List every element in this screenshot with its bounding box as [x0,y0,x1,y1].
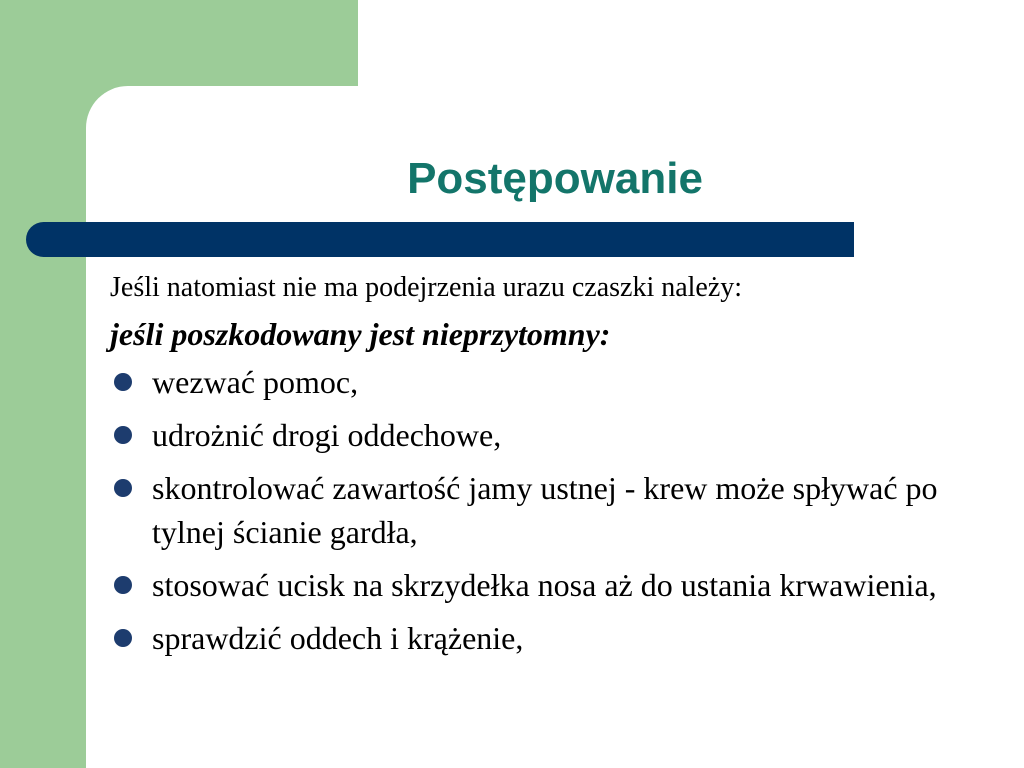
subheading-text: jeśli poszkodowany jest nieprzytomny: [110,316,611,352]
bullet-dot-icon [114,576,132,594]
intro-text: Jeśli natomiast nie ma podejrzenia urazu czaszki należy: [110,272,743,303]
slide-title: Postępowanie [407,154,703,203]
list-item [110,563,990,607]
title-underline-bar [26,222,854,257]
list-item [110,616,990,660]
bullet-dot-icon [114,629,132,647]
list-item [110,466,990,554]
bullet-dot-icon [114,426,132,444]
bullet-text: stosować ucisk na skrzydełka nosa aż do ustania krwawienia, [152,567,937,603]
list-item [110,360,990,404]
bullet-text: wezwać pomoc, [152,364,359,400]
bullet-text: skontrolować zawartość jamy ustnej - krew może spływać po tylnej ścianie gardła, [152,470,938,550]
bullet-dot-icon [114,373,132,391]
bullet-text: sprawdzić oddech i krążenie, [152,620,524,656]
bullet-list [110,360,990,660]
list-item [110,413,990,457]
slide-body [110,268,990,669]
bullet-text: udrożnić drogi oddechowe, [152,417,502,453]
bullet-dot-icon [114,479,132,497]
